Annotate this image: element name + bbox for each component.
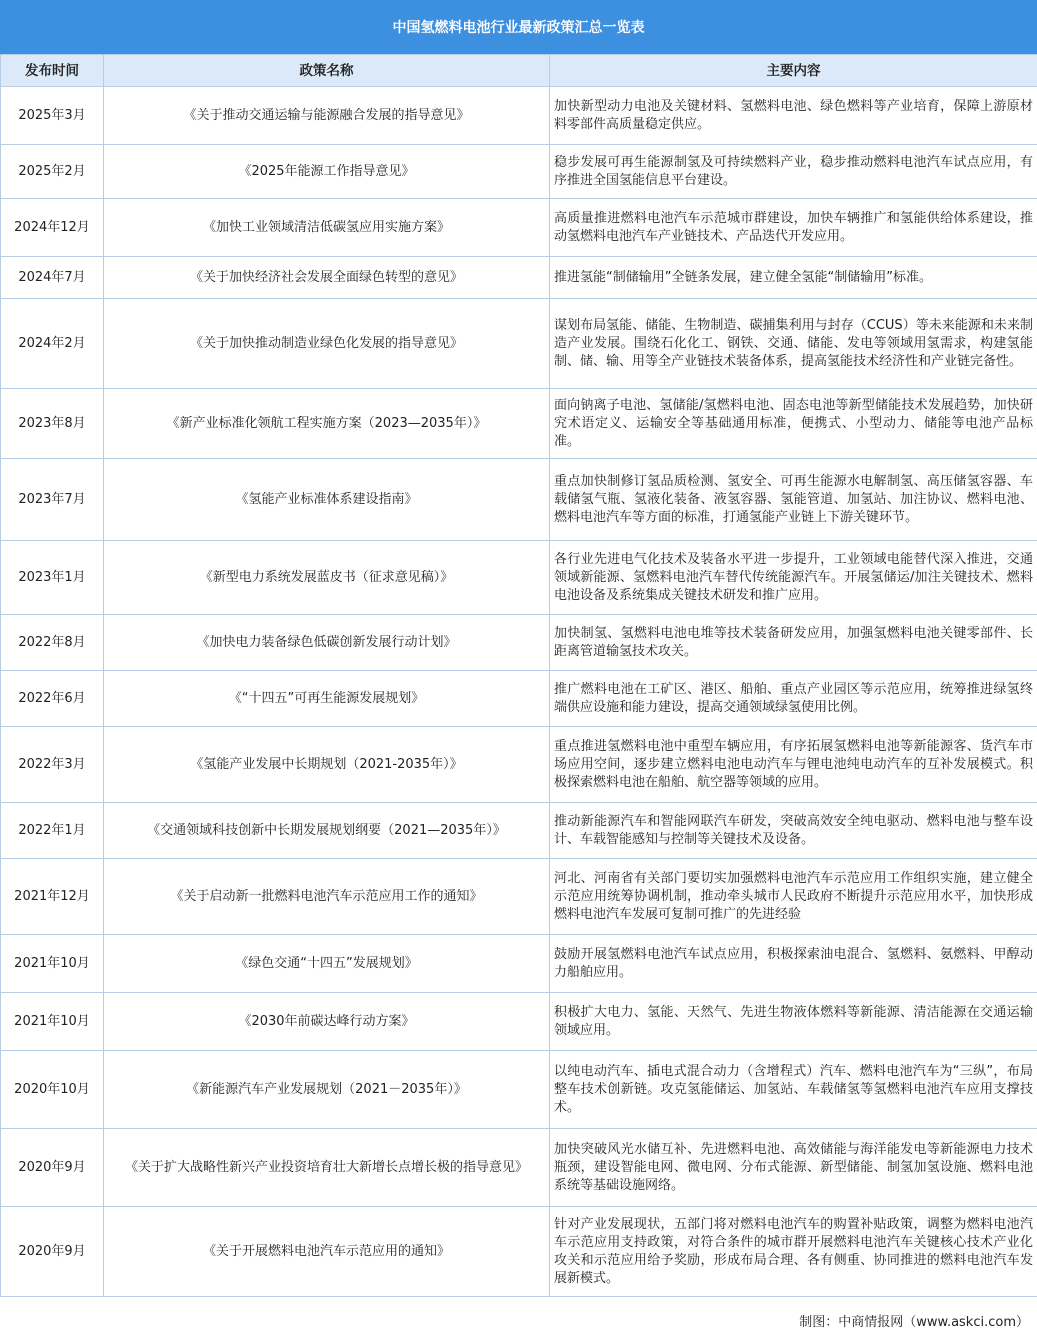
row-content: 以纯电动汽车、插电式混合动力（含增程式）汽车、燃料电池汽车为“三纵”，布局整车技术创新链。攻克氢能储运、加氢站、车载储氢等氢燃料电池汽车应用支撑技术。: [550, 1051, 1037, 1129]
row-content: 各行业先进电气化技术及装备水平进一步提升，工业领域电能替代深入推进，交通领域新能源、氢燃料电池汽车替代传统能源汽车。开展氢储运/加注关键技术、燃料电池设备及系统集成关键技术研发和推广应用。: [550, 541, 1037, 615]
table-row: [1, 1207, 1037, 1297]
row-policy-name: 《关于推动交通运输与能源融合发展的指导意见》: [104, 87, 550, 145]
row-policy-name: 《2025年能源工作指导意见》: [104, 145, 550, 199]
row-policy-name: 《“十四五”可再生能源发展规划》: [104, 671, 550, 727]
row-policy-name: 《新型电力系统发展蓝皮书（征求意见稿）》: [104, 541, 550, 615]
row-policy-name: 《新产业标准化领航工程实施方案（2023—2035年）》: [104, 389, 550, 459]
row-content: 河北、河南省有关部门要切实加强燃料电池汽车示范应用工作组织实施，建立健全示范应用统筹协调机制，推动牵头城市人民政府不断提升示范应用水平，加快形成燃料电池汽车发展可复制可推广的先进经验: [550, 859, 1037, 935]
table-row: [1, 993, 1037, 1051]
row-content: 高质量推进燃料电池汽车示范城市群建设，加快车辆推广和氢能供给体系建设，推动氢燃料电池汽车产业链技术、产品迭代开发应用。: [550, 199, 1037, 257]
header-name: 政策名称: [104, 55, 550, 87]
row-date: 2020年10月: [1, 1051, 104, 1129]
row-policy-name: 《2030年前碳达峰行动方案》: [104, 993, 550, 1051]
row-policy-name: 《关于扩大战略性新兴产业投资培育壮大新增长点增长极的指导意见》: [104, 1129, 550, 1207]
row-content: 积极扩大电力、氢能、天然气、先进生物液体燃料等新能源、清洁能源在交通运输领域应用。: [550, 993, 1037, 1051]
table-row: [1, 935, 1037, 993]
row-date: 2025年2月: [1, 145, 104, 199]
row-policy-name: 《加快工业领域清洁低碳氢应用实施方案》: [104, 199, 550, 257]
row-content: 推广燃料电池在工矿区、港区、船舶、重点产业园区等示范应用，统筹推进绿氢终端供应设施和能力建设，提高交通领域绿氢使用比例。: [550, 671, 1037, 727]
row-date: 2023年7月: [1, 459, 104, 541]
row-content: 加快突破风光水储互补、先进燃料电池、高效储能与海洋能发电等新能源电力技术瓶颈，建设智能电网、微电网、分布式能源、新型储能、制氢加氢设施、燃料电池系统等基础设施网络。: [550, 1129, 1037, 1207]
row-date: 2021年10月: [1, 935, 104, 993]
row-date: 2024年2月: [1, 299, 104, 389]
policy-table: [0, 54, 1037, 1297]
row-content: 推动新能源汽车和智能网联汽车研发，突破高效安全纯电驱动、燃料电池与整车设计、车载智能感知与控制等关键技术及设备。: [550, 803, 1037, 859]
table-row: [1, 859, 1037, 935]
table-row: [1, 459, 1037, 541]
row-date: 2024年12月: [1, 199, 104, 257]
row-content: 谋划布局氢能、储能、生物制造、碳捕集利用与封存（CCUS）等未来能源和未来制造产业发展。围绕石化化工、钢铁、交通、储能、发电等领域用氢需求，构建氢能制、储、输、用等全产业链技术装备体系，提高氢能技术经济性和产业链完备性。: [550, 299, 1037, 389]
row-date: 2023年1月: [1, 541, 104, 615]
row-date: 2021年10月: [1, 993, 104, 1051]
row-content: 重点加快制修订氢品质检测、氢安全、可再生能源水电解制氢、高压储氢容器、车载储氢气瓶、氢液化装备、液氢容器、氢能管道、加氢站、加注协议、燃料电池、燃料电池汽车等方面的标准，打通氢能产业链上下游关键环节。: [550, 459, 1037, 541]
row-policy-name: 《新能源汽车产业发展规划（2021－2035年）》: [104, 1051, 550, 1129]
row-date: 2022年1月: [1, 803, 104, 859]
table-row: [1, 257, 1037, 299]
table-row: [1, 803, 1037, 859]
row-date: 2025年3月: [1, 87, 104, 145]
table-row: [1, 727, 1037, 803]
row-policy-name: 《关于开展燃料电池汽车示范应用的通知》: [104, 1207, 550, 1297]
table-title: [0, 0, 1037, 54]
table-row: [1, 671, 1037, 727]
row-date: 2023年8月: [1, 389, 104, 459]
row-policy-name: 《加快电力装备绿色低碳创新发展行动计划》: [104, 615, 550, 671]
source-note: 制图：中商情报网（www.askci.com）: [799, 1315, 1029, 1330]
table-row: [1, 541, 1037, 615]
row-policy-name: 《关于启动新一批燃料电池汽车示范应用工作的通知》: [104, 859, 550, 935]
row-content: 加快新型动力电池及关键材料、氢燃料电池、绿色燃料等产业培育，保障上游原材料零部件高质量稳定供应。: [550, 87, 1037, 145]
table-row: [1, 389, 1037, 459]
row-policy-name: 《绿色交通“十四五”发展规划》: [104, 935, 550, 993]
row-policy-name: 《关于加快经济社会发展全面绿色转型的意见》: [104, 257, 550, 299]
row-date: 2020年9月: [1, 1207, 104, 1297]
row-date: 2021年12月: [1, 859, 104, 935]
table-title-text: 中国氢燃料电池行业最新政策汇总一览表: [392, 20, 645, 36]
row-content: 加快制氢、氢燃料电池电堆等技术装备研发应用，加强氢燃料电池关键零部件、长距离管道输氢技术攻关。: [550, 615, 1037, 671]
table-body: [1, 87, 1037, 1297]
row-policy-name: 《交通领域科技创新中长期发展规划纲要（2021—2035年）》: [104, 803, 550, 859]
table-row: [1, 87, 1037, 145]
row-date: 2022年6月: [1, 671, 104, 727]
header-content: 主要内容: [550, 55, 1037, 87]
row-policy-name: 《氢能产业标准体系建设指南》: [104, 459, 550, 541]
table-row: [1, 299, 1037, 389]
row-date: 2024年7月: [1, 257, 104, 299]
row-content: 重点推进氢燃料电池中重型车辆应用，有序拓展氢燃料电池等新能源客、货汽车市场应用空间，逐步建立燃料电池电动汽车与锂电池纯电动汽车的互补发展模式。积极探索燃料电池在船舶、航空器等领域的应用。: [550, 727, 1037, 803]
row-content: 鼓励开展氢燃料电池汽车试点应用，积极探索油电混合、氢燃料、氨燃料、甲醇动力船舶应用。: [550, 935, 1037, 993]
row-date: 2020年9月: [1, 1129, 104, 1207]
table-row: [1, 1051, 1037, 1129]
header-date: 发布时间: [1, 55, 104, 87]
row-policy-name: 《氢能产业发展中长期规划（2021-2035年）》: [104, 727, 550, 803]
row-content: 推进氢能“制储输用”全链条发展，建立健全氢能“制储输用”标准。: [550, 257, 1037, 299]
table-row: [1, 145, 1037, 199]
row-content: 稳步发展可再生能源制氢及可持续燃料产业，稳步推动燃料电池汽车试点应用，有序推进全国氢能信息平台建设。: [550, 145, 1037, 199]
table-row: [1, 1129, 1037, 1207]
row-content: 针对产业发展现状，五部门将对燃料电池汽车的购置补贴政策，调整为燃料电池汽车示范应用支持政策，对符合条件的城市群开展燃料电池汽车关键核心技术产业化攻关和示范应用给予奖励，形成布局合理、各有侧重、协同推进的燃料电池汽车发展新模式。: [550, 1207, 1037, 1297]
table-row: [1, 615, 1037, 671]
row-date: 2022年3月: [1, 727, 104, 803]
table-row: [1, 199, 1037, 257]
row-content: 面向钠离子电池、氢储能/氢燃料电池、固态电池等新型储能技术发展趋势，加快研究术语定义、运输安全等基础通用标准，便携式、小型动力、储能等电池产品标准。: [550, 389, 1037, 459]
row-date: 2022年8月: [1, 615, 104, 671]
row-policy-name: 《关于加快推动制造业绿色化发展的指导意见》: [104, 299, 550, 389]
table-header-row: [1, 55, 1037, 87]
